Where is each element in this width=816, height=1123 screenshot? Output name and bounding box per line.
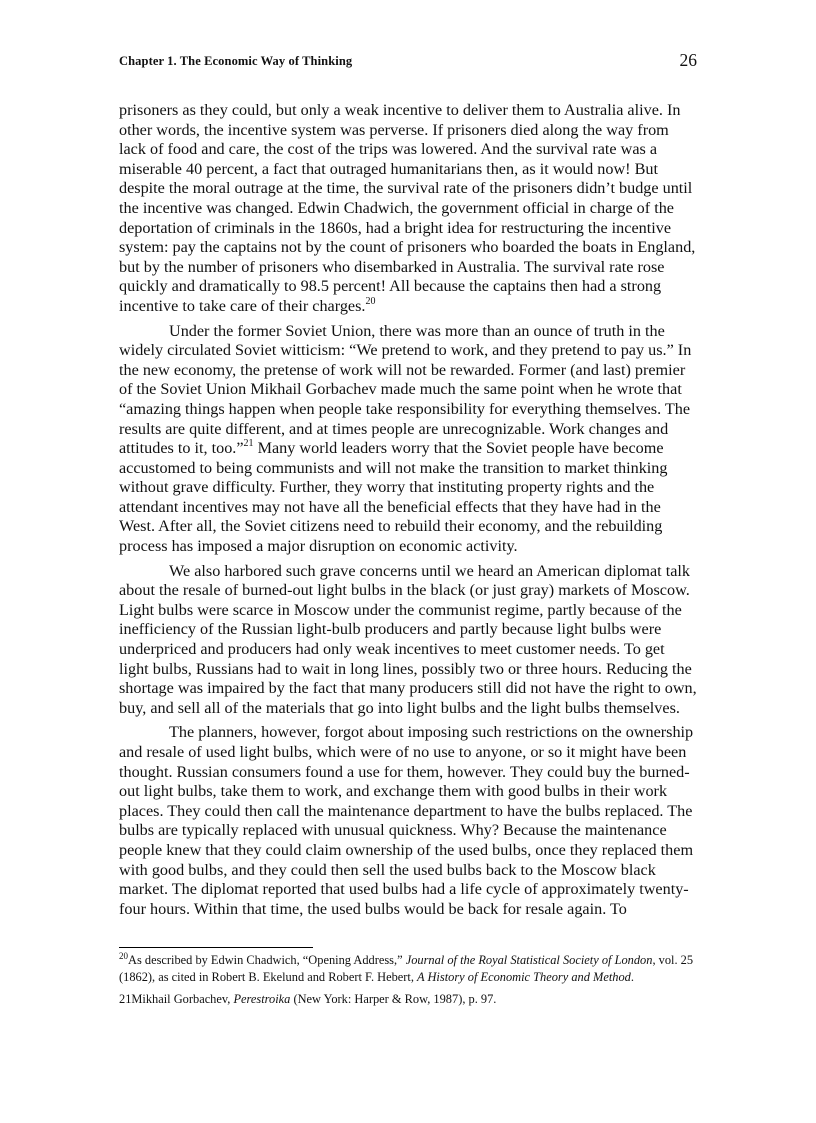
page-number: 26 <box>679 50 697 70</box>
paragraph-3: We also harbored such grave concerns until we heard an American diplomat talk about the resale of burned-out light bulbs in the black (or just gray) markets of Moscow. Light bulbs were scarce in Moscow under the communist regime, partly because of the inefficiency of the Russian light-bulb producers and partly because light bulbs were underpriced and producers had only weak incentives to meet customer needs. To get light bulbs, Russians had to wait in long lines, possibly two or three hours. Reducing the shortage was impaired by the fact that many producers still did not have the right to own, buy, and sell all of the materials that go into light bulbs and the light bulbs themselves. <box>119 561 697 717</box>
footnote-20-text-1: As described by Edwin Chadwich, “Opening Address,” <box>128 953 406 967</box>
paragraph-4: The planners, however, forgot about imposing such restrictions on the ownership and resale of used light bulbs, which were of no use to anyone, or so it might have been thought. Russian consumers found a use for them, however. They could buy the burned-out light bulbs, take them to work, and exchange them with good bulbs in their work places. They could then call the maintenance department to have the bulbs replaced. The bulbs are typically replaced with unusual quickness. Why? Because the maintenance people knew that they could claim ownership of the used bulbs, once they replaced them with good bulbs, and they could then sell the used bulbs back to the Moscow black market. The diplomat reported that used bulbs had a life cycle of approximately twenty-four hours. Within that time, the used bulbs would be back for resale again. To <box>119 723 694 918</box>
chapter-title: Chapter 1. The Economic Way of Thinking <box>119 54 353 68</box>
paragraph-1 <box>119 101 697 317</box>
footnote-ref-21: 21 <box>243 438 254 450</box>
running-header <box>119 50 697 74</box>
footnote-20-journal: Journal of the Royal Statistical Society of London <box>405 953 653 967</box>
footnote-21-mark: 21 <box>119 992 132 1006</box>
footnote-20-book: A History of Economic Theory and Method <box>417 969 631 984</box>
footnote-21 <box>119 991 697 1008</box>
footnote-21-text-2: (New York: Harper & Row, 1987), p. 97. <box>290 992 497 1006</box>
paragraph-2-text-after: Many world leaders worry that the Soviet people have become accustomed to being communists and will not make the transition to market thinking without grave difficulty. Further, they worry that instituting property rights and the attendant incentives may not have all the beneficial effects that they have had in the West. After all, the Soviet citizens need to rebuild their economy, and the rebuilding process has imposed a major disruption on economic activity. <box>119 439 668 556</box>
footnotes <box>119 952 697 1008</box>
paragraph-1-text: prisoners as they could, but only a weak incentive to deliver them to Australia alive. In other words, the incentive system was perverse. If prisoners died along the way from lack of food and care, the cost of the trips was lowered. And the survival rate was a miserable 40 percent, a fact that outraged humanitarians then, as it would now! But despite the moral outrage at the time, the survival rate of the prisoners didn’t budge until the incentive was changed. Edwin Chadwich, the government official in charge of the deportation of criminals in the 1860s, had a bright idea for restructuring the incentive system: pay the captains not by the count of prisoners who boarded the boats in England, but by the number of prisoners who disembarked in Australia. The survival rate rose quickly and dramatically to 98.5 percent! All because the captains then had a strong incentive to take care of their charges. <box>119 101 696 315</box>
footnote-20-text-2: , vol. 25 (1862), as cited in Robert B. Ekelund and Robert F. Hebert, <box>119 953 694 984</box>
footnote-separator <box>119 947 313 948</box>
footnote-21-book: Perestroika <box>233 992 291 1006</box>
body-text <box>119 101 697 919</box>
footnote-20-mark: 20 <box>119 951 128 961</box>
footnote-21-text-1: Mikhail Gorbachev, <box>131 992 234 1006</box>
footnote-20 <box>119 952 697 985</box>
paragraph-2 <box>119 322 697 557</box>
footnote-ref-20: 20 <box>365 295 376 307</box>
paragraph-2-text-before: Under the former Soviet Union, there was more than an ounce of truth in the widely circulated Soviet witticism: “We pretend to work, and they pretend to pay us.” In the new economy, the pretense of work will not be rewarded. Former (and last) premier of the Soviet Union Mikhail Gorbachev made much the same point when he wrote that “amazing things happen when people take responsibility for everything themselves. The results are quite different, and at times people are unrecognizable. Work changes and attitudes to it, too.” <box>119 321 692 458</box>
footnote-20-text-3: . <box>630 969 634 984</box>
